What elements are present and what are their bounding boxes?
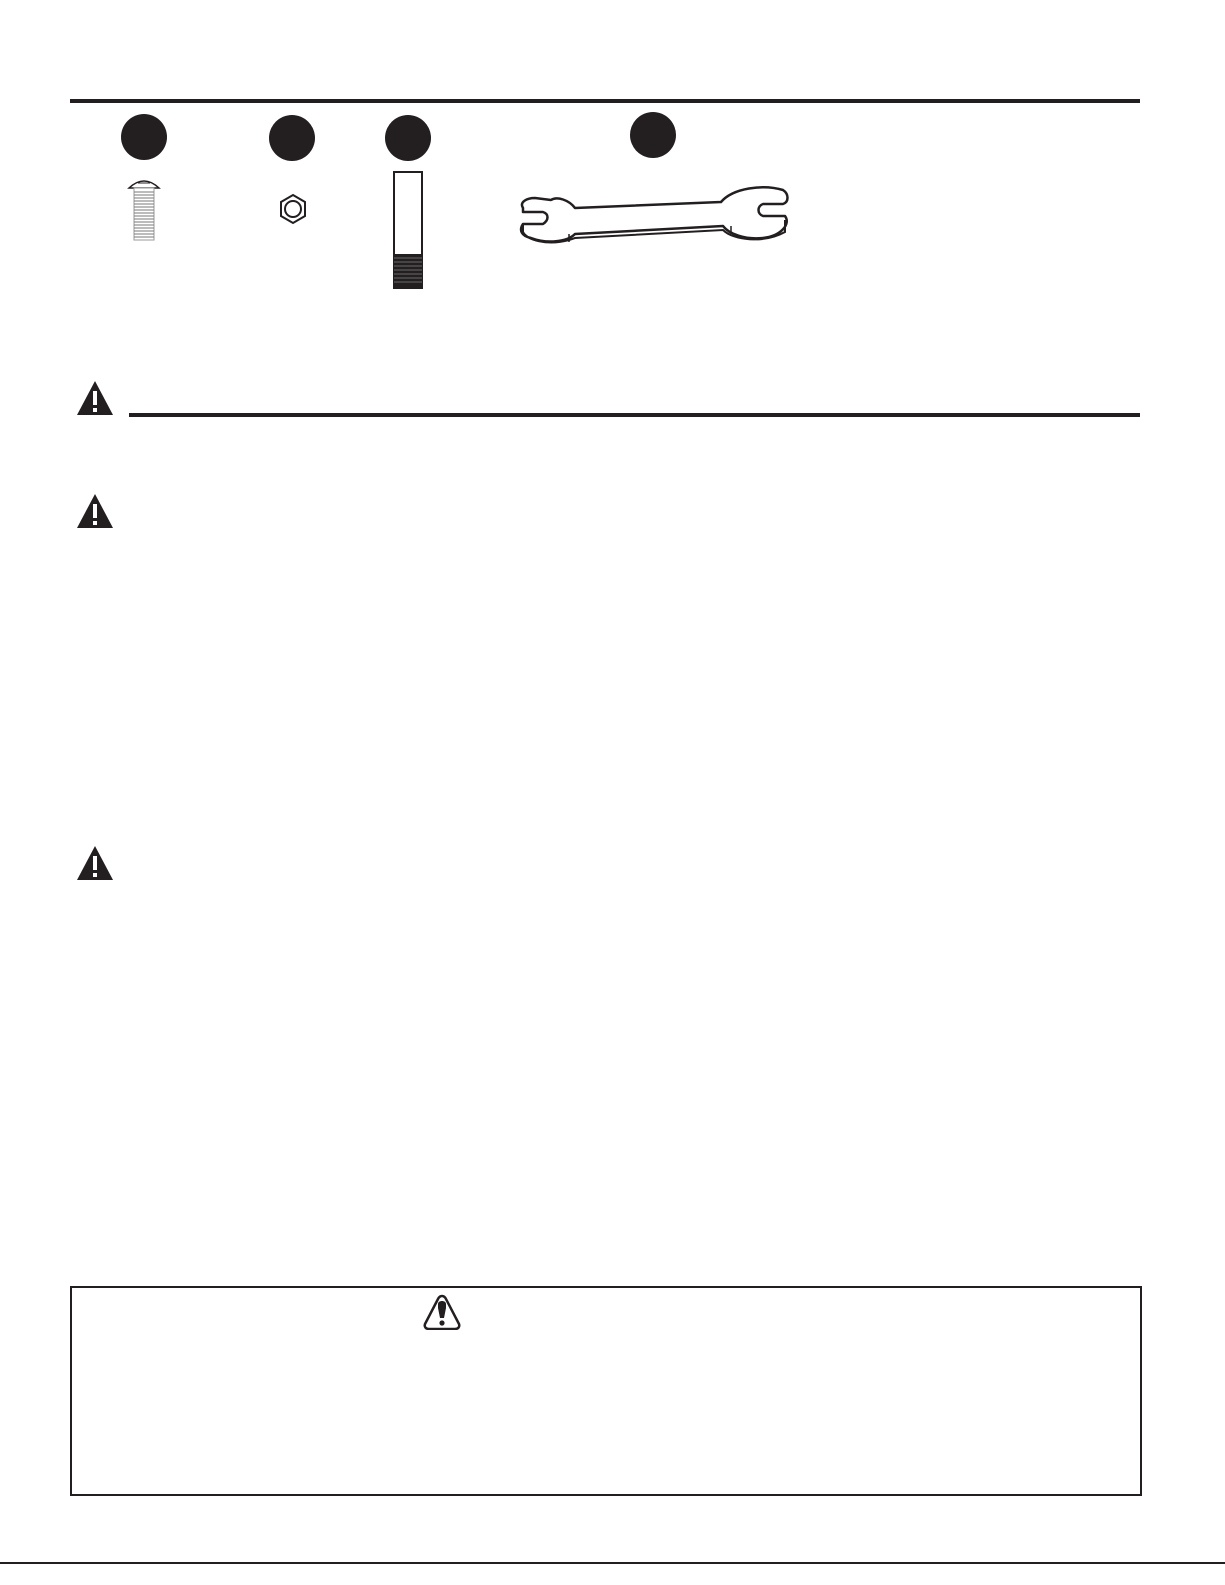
warning-icon	[76, 380, 114, 416]
hardware-header-rule	[70, 99, 1140, 103]
caution-icon	[423, 1294, 461, 1330]
wrench-icon	[513, 180, 795, 250]
notice-box	[70, 1286, 1142, 1496]
screw-icon	[126, 176, 162, 242]
warning-icon	[76, 493, 114, 529]
warning-icon	[76, 845, 114, 881]
hardware-badge-a	[121, 114, 167, 160]
hardware-badge-b	[269, 115, 315, 161]
hardware-badge-d	[630, 112, 676, 158]
threaded-rod-icon	[391, 170, 425, 292]
hex-nut-icon	[277, 193, 309, 225]
safety-header-rule	[129, 413, 1140, 417]
page-footer-rule	[0, 1562, 1225, 1564]
hardware-badge-c	[385, 115, 431, 161]
